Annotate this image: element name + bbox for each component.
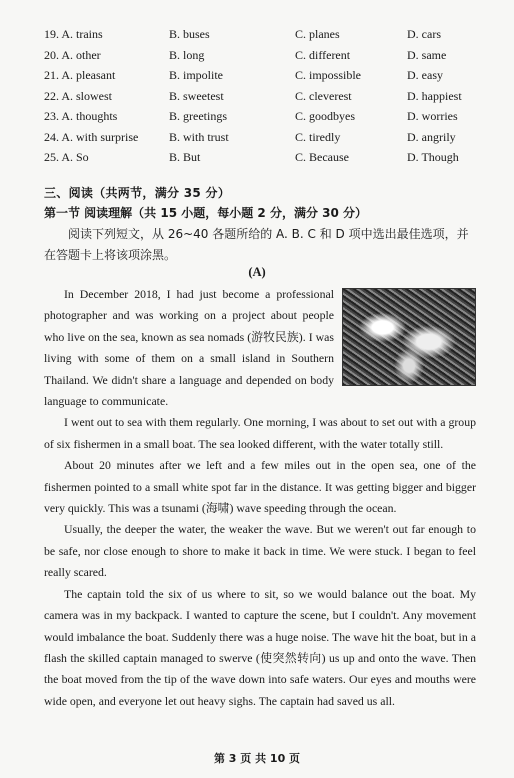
reading-passage <box>44 284 476 712</box>
option-a: 20. A. other <box>44 47 101 62</box>
option-b: B. buses <box>169 27 210 41</box>
tsunami-wave-photo <box>342 288 476 386</box>
option-b: B. long <box>169 47 205 62</box>
instructions: 阅读下列短文，从 26~40 各题所给的 A. B. C 和 D 项中选出最佳选项，并在答题卡上将该项涂黑。 <box>44 227 469 262</box>
paragraph: Usually, the deeper the water, the weaker the wave. But we weren't out far enough to be safe, nor close enough to shore to make it back in time. We were stuck. I began to feel really scared. <box>44 522 476 580</box>
option-c: C. tiredly <box>295 129 341 144</box>
option-c: C. impossible <box>295 68 362 82</box>
option-a: 25. A. So <box>44 150 89 164</box>
option-d: D. Though <box>407 150 459 164</box>
option-c: C. different <box>295 47 351 62</box>
option-c: C. cleverest <box>295 88 352 103</box>
option-d: D. same <box>407 47 447 62</box>
option-row <box>44 86 474 107</box>
subsection-title: 第一节 阅读理解（共 15 小题，每小题 2 分，满分 30 分） <box>44 206 367 220</box>
option-row <box>44 147 474 168</box>
option-b: B. But <box>169 150 201 164</box>
answer-options-table <box>44 24 474 168</box>
option-d: D. cars <box>407 27 441 41</box>
option-c: C. planes <box>295 27 340 41</box>
option-a: 21. A. pleasant <box>44 68 116 82</box>
passage-title: (A) <box>248 265 266 279</box>
section-title: 三、阅读（共两节，满分 35 分） <box>44 186 231 200</box>
paragraph: The captain told the six of us where to sit, so we would balance out the boat. My camera was in my backpack. I wanted to capture the scene, but I couldn't. Any movement would imbalance the boat. Suddenly there was a huge noise. The wave hit the boat, but in a flash the skilled captain managed to swerve (使突然转向) us up and onto the wave. Then the boat moved from the tip of the wave down into safe waters. Our eyes and mouths were wide open, and everyone let out heavy sighs. The captain had saved us all. <box>44 586 476 708</box>
option-a: 22. A. slowest <box>44 88 113 103</box>
page-number: 第 3 页 共 10 页 <box>213 752 301 765</box>
option-c: C. Because <box>295 150 349 164</box>
option-a: 19. A. trains <box>44 27 103 41</box>
paragraph: About 20 minutes after we left and a few miles out in the open sea, one of the fishermen pointed to a small white spot far in the distance. It was getting bigger and bigger very quickly. This was a tsunami (海啸) wave speeding through the ocean. <box>44 458 476 516</box>
option-row <box>44 65 474 86</box>
option-c: C. goodbyes <box>295 109 355 123</box>
option-row <box>44 106 474 127</box>
option-d: D. worries <box>407 109 458 123</box>
option-row <box>44 24 474 45</box>
option-b: B. sweetest <box>169 88 224 103</box>
option-a: 23. A. thoughts <box>44 109 118 123</box>
option-b: B. greetings <box>169 109 227 123</box>
option-b: B. impolite <box>169 68 223 82</box>
option-row <box>44 127 474 148</box>
option-d: D. happiest <box>407 88 462 103</box>
option-d: D. easy <box>407 68 443 82</box>
option-b: B. with trust <box>169 129 229 144</box>
option-row <box>44 45 474 66</box>
option-a: 24. A. with surprise <box>44 129 139 144</box>
paragraph: In December 2018, I had just become a professional photographer and was working on a project about people who live on the sea, known as sea nomads (游牧民族). I was living with some of them on a small island in Southern Thailand. We didn't share a language and depended on body language to communicate. <box>44 287 334 409</box>
paragraph: I went out to sea with them regularly. One morning, I was about to set out with a group of six fishermen in a small boat. The sea looked different, with the water totally still. <box>44 415 476 451</box>
option-d: D. angrily <box>407 129 456 144</box>
